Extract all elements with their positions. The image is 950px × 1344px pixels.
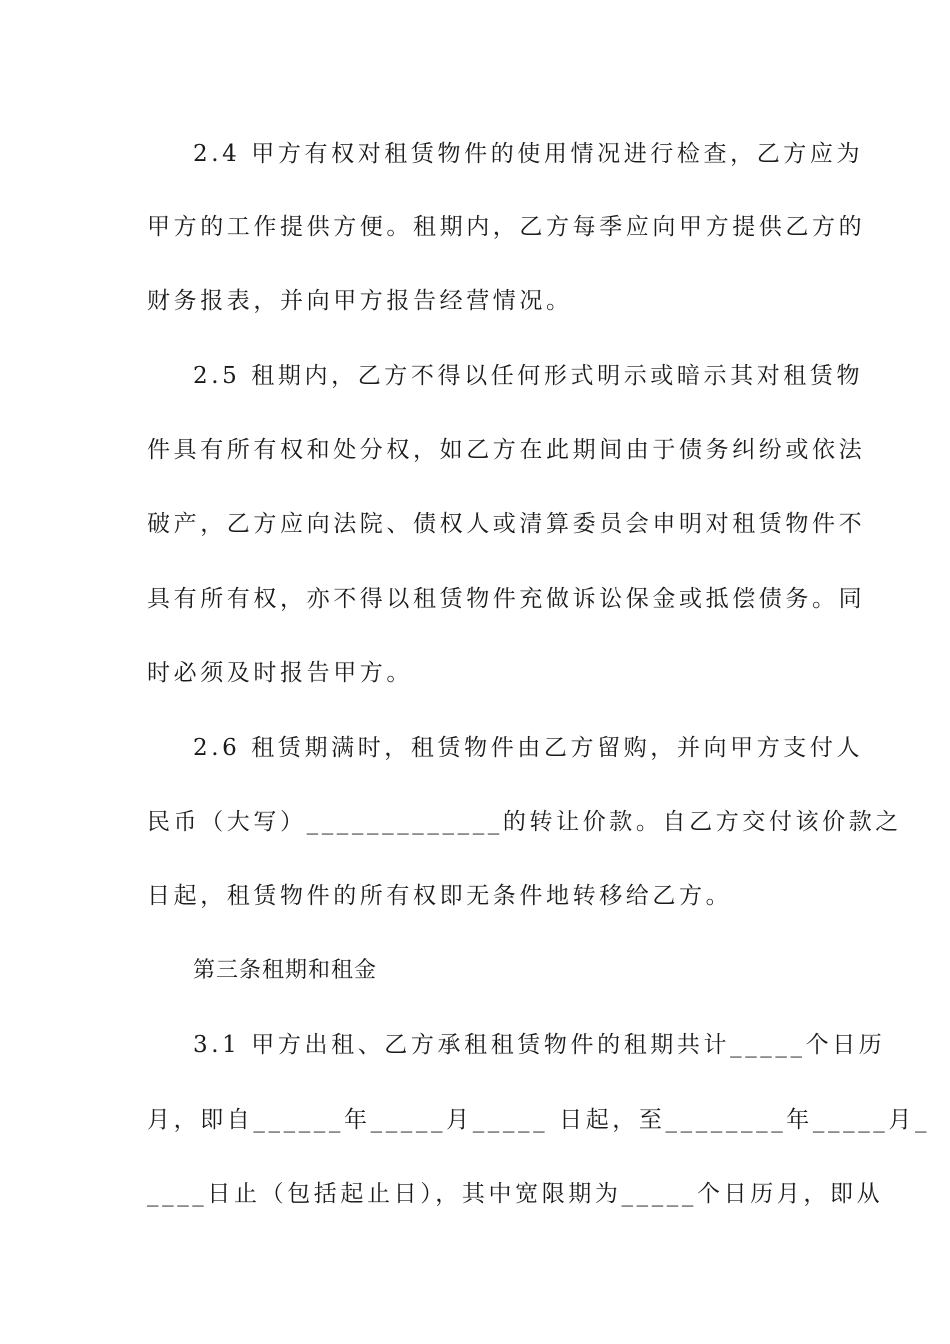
clause-2-4-line-2: 甲方的工作提供方便。租期内，乙方每季应向甲方提供乙方的 bbox=[147, 214, 866, 240]
clause-2-4-line-3: 财务报表，并向甲方报告经营情况。 bbox=[147, 288, 573, 314]
clause-3-1-line-3: ____日止（包括起止日），其中宽限期为_____个日历月，即从 bbox=[147, 1181, 884, 1207]
clause-2-4-line-1: 2.4 甲方有权对租赁物件的使用情况进行检查，乙方应为 bbox=[193, 141, 864, 167]
section-heading-article-3: 第三条租期和租金 bbox=[193, 958, 378, 983]
clause-2-5-line-4: 具有所有权，亦不得以租赁物件充做诉讼保金或抵偿债务。同 bbox=[147, 586, 866, 612]
clause-2-6-line-1: 2.6 租赁期满时，租赁物件由乙方留购，并向甲方支付人 bbox=[193, 735, 864, 761]
clause-2-6-line-2: 民币（大写）_____________的转让价款。自乙方交付该价款之 bbox=[147, 809, 902, 835]
clause-2-5-line-5: 时必须及时报告甲方。 bbox=[147, 660, 413, 686]
clause-2-6-line-3: 日起，租赁物件的所有权即无条件地转移给乙方。 bbox=[147, 883, 733, 909]
clause-2-5-line-1: 2.5 租期内，乙方不得以任何形式明示或暗示其对租赁物 bbox=[193, 363, 864, 389]
clause-2-5-line-3: 破产，乙方应向法院、债权人或清算委员会申明对租赁物件不 bbox=[147, 511, 866, 537]
clause-2-5-line-2: 件具有所有权和处分权，如乙方在此期间由于债务纠纷或依法 bbox=[147, 437, 866, 463]
clause-3-1-line-2: 月，即自______年_____月_____ 日起，至________年_____月_ bbox=[147, 1107, 931, 1133]
clause-3-1-line-1: 3.1 甲方出租、乙方承租租赁物件的租期共计_____个日历 bbox=[193, 1032, 886, 1058]
